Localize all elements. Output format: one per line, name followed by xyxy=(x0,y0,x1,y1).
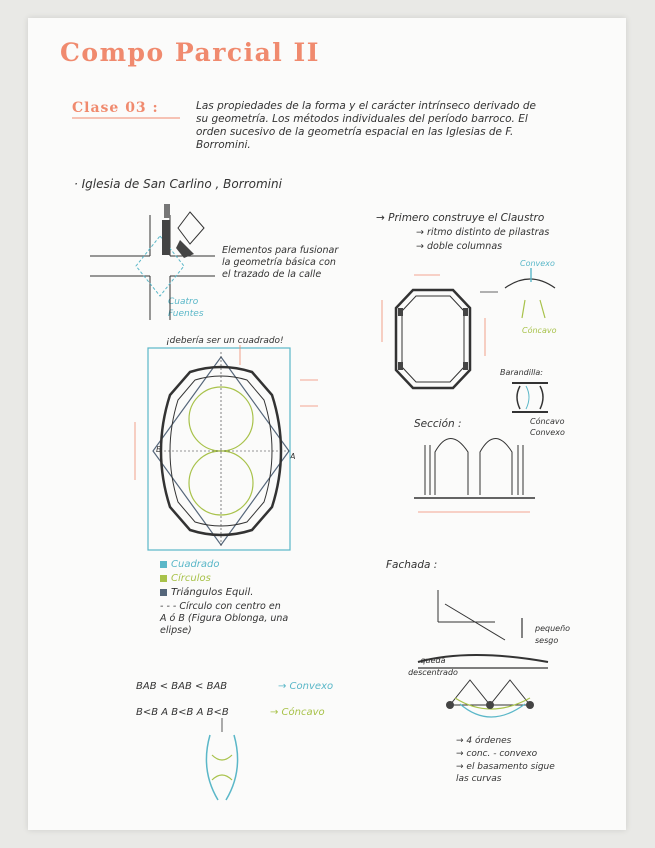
basamento-note: → el basamento sigue las curvas xyxy=(456,762,555,784)
doble-note: → doble columnas xyxy=(416,241,503,252)
convexo-label: Convexo xyxy=(520,259,555,268)
bab-result: → Convexo xyxy=(278,681,334,692)
barandilla-convexo: Convexo xyxy=(530,428,565,437)
fachada-sketch xyxy=(418,590,548,717)
ritmo-note: → ritmo distinto de pilastras xyxy=(416,227,550,238)
elementos-note: Elementos para fusionar la geometría básica con el trazado de la calle xyxy=(222,245,339,280)
pequeno-sesgo-label: pequeño sesgo xyxy=(535,624,571,645)
queda-descentrado-label: queda descentrado xyxy=(408,656,458,677)
barandilla-concavo: Cóncavo xyxy=(530,417,565,426)
bcb-result: → Cóncavo xyxy=(270,707,325,718)
primero-note: → Primero construye el Claustro xyxy=(376,212,545,224)
legend-triangulos: Triángulos Equil. xyxy=(160,587,253,599)
concave-convex-sketch xyxy=(206,718,237,800)
barandilla-label: Barandilla: xyxy=(500,368,543,377)
convex-arrow xyxy=(480,268,555,318)
concavo-label: Cóncavo xyxy=(522,326,557,335)
cuatro-fuentes-label: Cuatro Fuentes xyxy=(168,297,204,319)
church-plan-diagram xyxy=(135,345,318,550)
fachada-label: Fachada : xyxy=(386,559,438,571)
claustro-plan xyxy=(382,275,485,388)
section-sketch xyxy=(414,439,535,513)
legend-cuadrado: Cuadrado xyxy=(160,559,220,571)
page-title: Compo Parcial II xyxy=(60,38,320,67)
seccion-label: Sección : xyxy=(414,418,462,430)
ordenes-note: → 4 órdenes xyxy=(456,736,512,746)
bab-line: BAB < BAB < BAB xyxy=(136,681,228,692)
clase-description: Las propiedades de la forma y el carácter intrínseco derivado de su geometría. Los métodos individuales del período barroco. El orden sucesivo de la geometría espacial en las Iglesias de F. Borromini. xyxy=(196,100,536,151)
clase-label: Clase 03 : xyxy=(72,100,159,116)
deberia-note: ¡debería ser un cuadrado! xyxy=(166,336,284,346)
intersection-plan xyxy=(90,204,215,320)
barandilla-sketch xyxy=(512,383,548,412)
section-heading: · Iglesia de San Carlino , Borromini xyxy=(74,177,282,191)
point-b-label: B xyxy=(156,445,162,454)
bcb-line: B<B A B<B A B<B xyxy=(136,707,229,718)
legend-circulos: Círculos xyxy=(160,573,211,585)
conc-convexo-note: → conc. - convexo xyxy=(456,749,538,759)
point-a-label: A xyxy=(290,452,296,461)
circulo-note: - - - Círculo con centro en A ó B (Figura Oblonga, una elipse) xyxy=(160,601,289,636)
